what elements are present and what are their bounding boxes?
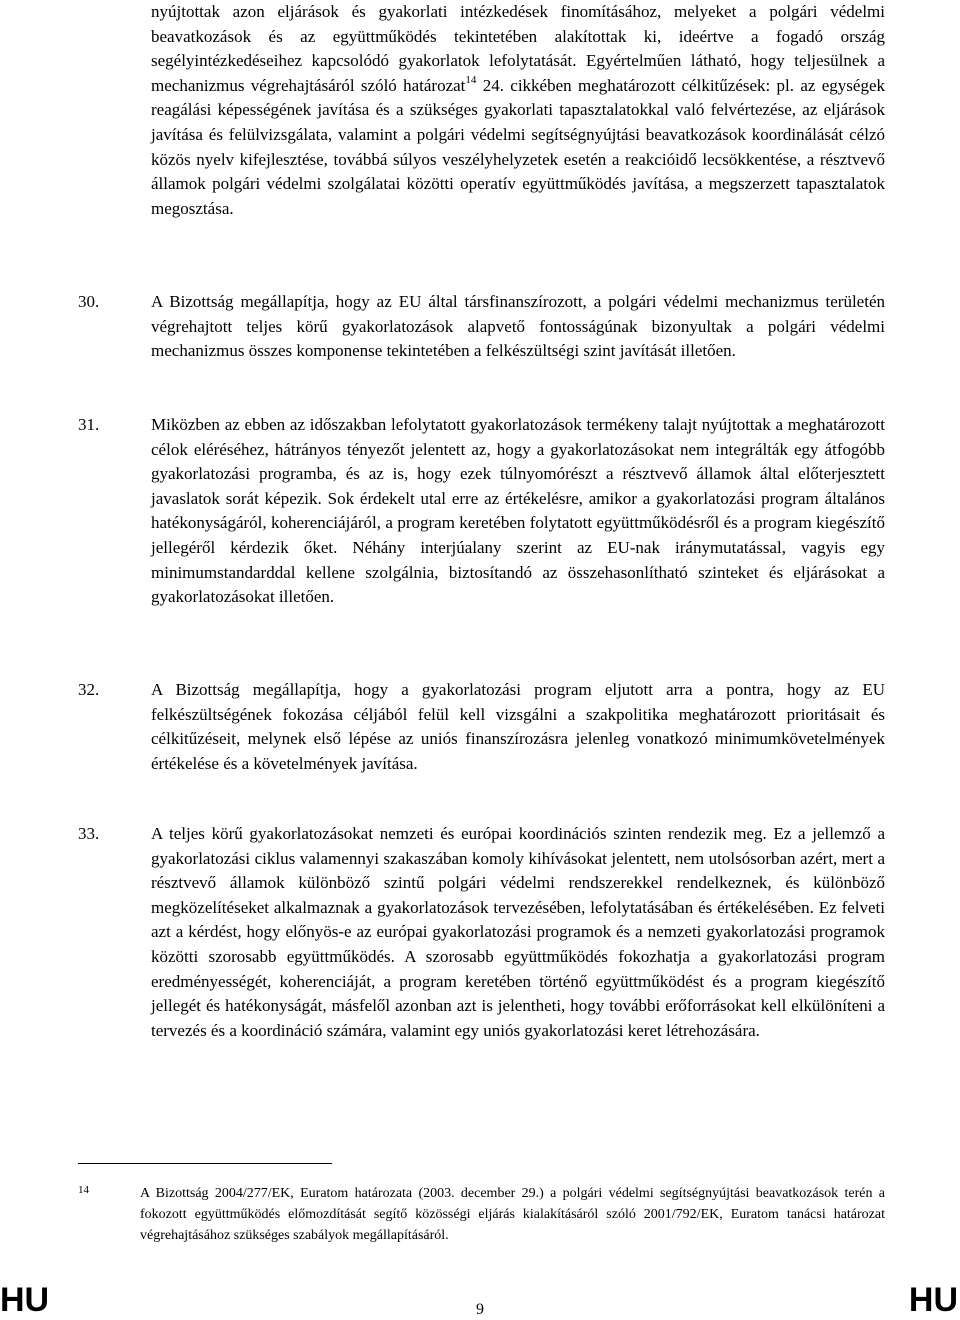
intro-text-rest: 24. cikkében meghatározott célkitűzések: pl. az egységek reagálási képességének javítása és a szükséges gyakorlati tapasztalatokkal való felvértezése, az eljárások javítása és felülvizsgálata, valamint a polgári védelmi segítségnyújtási beavatkozások koordinálását célzó közös nyelv kifejlesztése, továbbá súlyos veszélyhelyzetek esetén a reakcióidő lecsökkentése, a résztvevő államok polgári védelmi szolgálatai közötti operatív együttműködés javítása, a megszerzett tapasztalatok megosztása. — [151, 75, 885, 218]
footnote-number: 14 — [78, 1184, 89, 1196]
paragraph-text: A Bizottság megállapítja, hogy a gyakorlatozási program eljutott arra a pontra, hogy az EU felkészültségének fokozása céljából felül kell vizsgálni a szakpolitika meghatározott prioritásait és célkitűzéseit, melynek első lépése az uniós finanszírozásra jelenleg vonatkozó minimumkövetelmények értékelése és a követelmények javítása. — [151, 680, 885, 773]
paragraph-number: 32. — [78, 680, 100, 699]
paragraph-number: 31. — [78, 415, 100, 434]
intro-paragraph — [151, 0, 885, 221]
footnote-separator — [78, 1163, 332, 1164]
paragraph-number: 30. — [78, 292, 100, 311]
paragraph-text: A teljes körű gyakorlatozásokat nemzeti és európai koordinációs szinten rendezik meg. Ez a jellemző a gyakorlatozási ciklus valamennyi szakaszában komoly kihívásokat jelentett, nem utolsósorban azért, mert a résztvevő államok különböző szintű polgári védelmi rendszerekkel rendelkeznek, és különböző megközelítéseket alkalmaznak a gyakorlatozások tervezésében, lefolytatásában és értékelésében. Ez felveti azt a kérdést, hogy előnyös-e az európai gyakorlatozási programok és a nemzeti gyakorlatozási programok közötti szorosabb együttműködés. A szorosabb együttműködés fokozhatja a gyakorlatozási program eredményességét, koherenciáját, a program keretében történő együttműködést és a program kiegészítő jellegét és hatékonyságát, másfelől azonban azt is jelentheti, hogy további erőforrásokat kell elkülöníteni a tervezés és a koordináció számára, valamint egy uniós gyakorlatozási keret létrehozására. — [151, 824, 885, 1040]
paragraph-text: Miközben az ebben az időszakban lefolytatott gyakorlatozások termékeny talajt nyújtottak a meghatározott célok eléréséhez, hátrányos tényezőt jelentett az, hogy a gyakorlatozásokat nem integrálták egy átfogóbb gyakorlatozási programba, és az is, hogy ezek túlnyomórészt a résztvevő államok által előterjesztett javaslatok sorát képezik. Sok érdekelt utal erre az értékelésre, amikor a gyakorlatozási program általános hatékonyságáról, koherenciájáról, a program keretében folytatott együttműködésről és a program kiegészítő jellegéről kérdezik őket. Néhány interjúalany szerint az EU-nak iránymutatással, vagyis egy minimumstandarddal kellene szolgálnia, biztosítandó az összehasonlítható szinteket és eljárásokat a gyakorlatozásokat illetően. — [151, 415, 885, 607]
intro-text: nyújtottak azon eljárások és gyakorlati intézkedések finomításához, melyeket a polgári védelmi beavatkozások és az együttműködés tekintetében alakítottak ki, ideértve a fogadó ország segélyintézkedéseihez kapcsolódó gyakorlatok lefolytatását. Egyértelműen látható, hogy teljesülnek a mechanizmus végrehajtásáról szóló határozat — [151, 2, 885, 95]
language-code-left: HU — [0, 1281, 50, 1319]
paragraph-text: A Bizottság megállapítja, hogy az EU által társfinanszírozott, a polgári védelmi mechanizmus területén végrehajtott teljes körű gyakorlatozások alapvető fontosságúnak bizonyultak a polgári védelmi mechanizmus összes komponense tekintetében a felkészültségi szint javítását illetően. — [151, 292, 885, 361]
page-number: 9 — [476, 1301, 484, 1318]
paragraph-number: 33. — [78, 824, 100, 843]
footnote-text: A Bizottság 2004/277/EK, Euratom határozata (2003. december 29.) a polgári védelmi segítségnyújtási beavatkozások terén a fokozott együttműködés előmozdítását segítő közösségi eljárás kialakításáról szóló 2001/792/EK, Euratom tanácsi határozat végrehajtásához szükséges szabályok megállapításáról. — [140, 1186, 885, 1243]
footnote-reference[interactable]: 14 — [465, 74, 477, 87]
language-code-right: HU — [908, 1281, 958, 1319]
